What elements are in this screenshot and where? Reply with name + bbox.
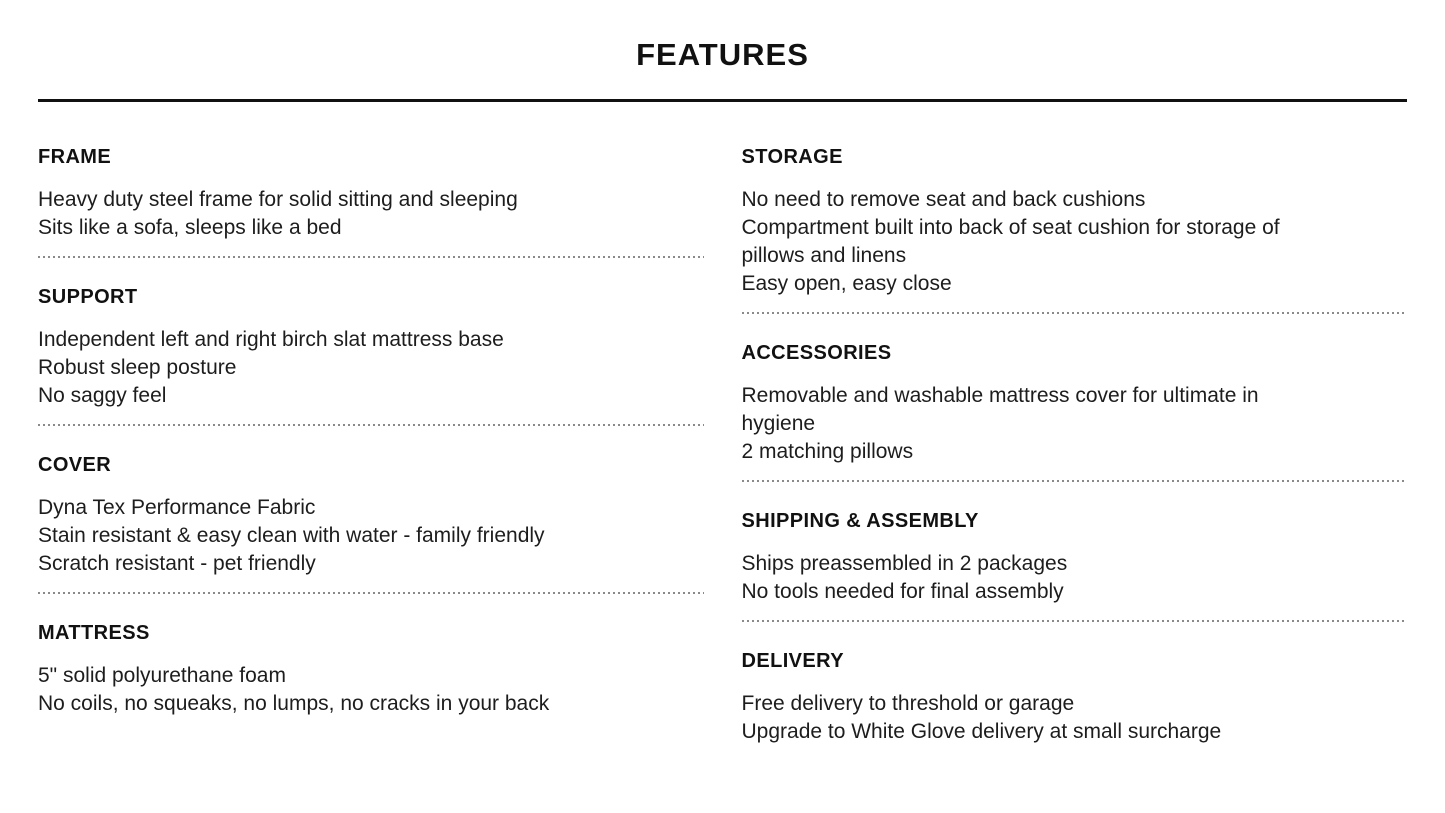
- title-rule: [38, 99, 1407, 102]
- feature-section-heading: SHIPPING & ASSEMBLY: [741, 510, 979, 532]
- feature-section-accessories: [742, 341, 1408, 482]
- section-divider: [38, 592, 704, 594]
- feature-section-heading: MATTRESS: [38, 622, 150, 644]
- feature-section-heading: STORAGE: [741, 146, 843, 168]
- feature-section-frame: [38, 145, 704, 258]
- section-divider: [742, 312, 1408, 314]
- feature-section-cover: [38, 453, 704, 594]
- features-column-right: [742, 145, 1408, 746]
- feature-section-body: Free delivery to threshold or garage Upgrade to White Glove delivery at small surcharge: [741, 692, 1222, 743]
- feature-section-support: [38, 285, 704, 426]
- feature-section-body: Removable and washable mattress cover for ultimate in hygiene 2 matching pillows: [741, 384, 1259, 463]
- feature-section-body: No need to remove seat and back cushions Compartment built into back of seat cushion for storage of pillows and linens Easy open, easy close: [741, 188, 1280, 295]
- section-divider: [742, 480, 1408, 482]
- feature-section-body: Dyna Tex Performance Fabric Stain resistant & easy clean with water - family friendly Scratch resistant - pet friendly: [38, 496, 545, 575]
- feature-section-mattress: [38, 621, 704, 718]
- features-column-left: [38, 145, 704, 746]
- feature-section-shipping-assembly: [742, 509, 1408, 622]
- feature-section-heading: ACCESSORIES: [741, 342, 892, 364]
- feature-section-body: Independent left and right birch slat mattress base Robust sleep posture No saggy feel: [38, 328, 504, 407]
- feature-section-heading: DELIVERY: [741, 650, 844, 672]
- feature-section-heading: FRAME: [38, 146, 112, 168]
- feature-section-heading: COVER: [38, 454, 112, 476]
- feature-section-body: Heavy duty steel frame for solid sitting and sleeping Sits like a sofa, sleeps like a bed: [38, 188, 518, 239]
- section-divider: [38, 424, 704, 426]
- feature-section-delivery: [742, 649, 1408, 746]
- feature-section-body: Ships preassembled in 2 packages No tools needed for final assembly: [741, 552, 1068, 603]
- features-columns: [38, 145, 1407, 746]
- feature-section-heading: SUPPORT: [38, 286, 138, 308]
- page-title: FEATURES: [636, 37, 809, 72]
- section-divider: [742, 620, 1408, 622]
- feature-section-body: 5" solid polyurethane foam No coils, no squeaks, no lumps, no cracks in your back: [38, 664, 550, 715]
- feature-section-storage: [742, 145, 1408, 314]
- section-divider: [38, 256, 704, 258]
